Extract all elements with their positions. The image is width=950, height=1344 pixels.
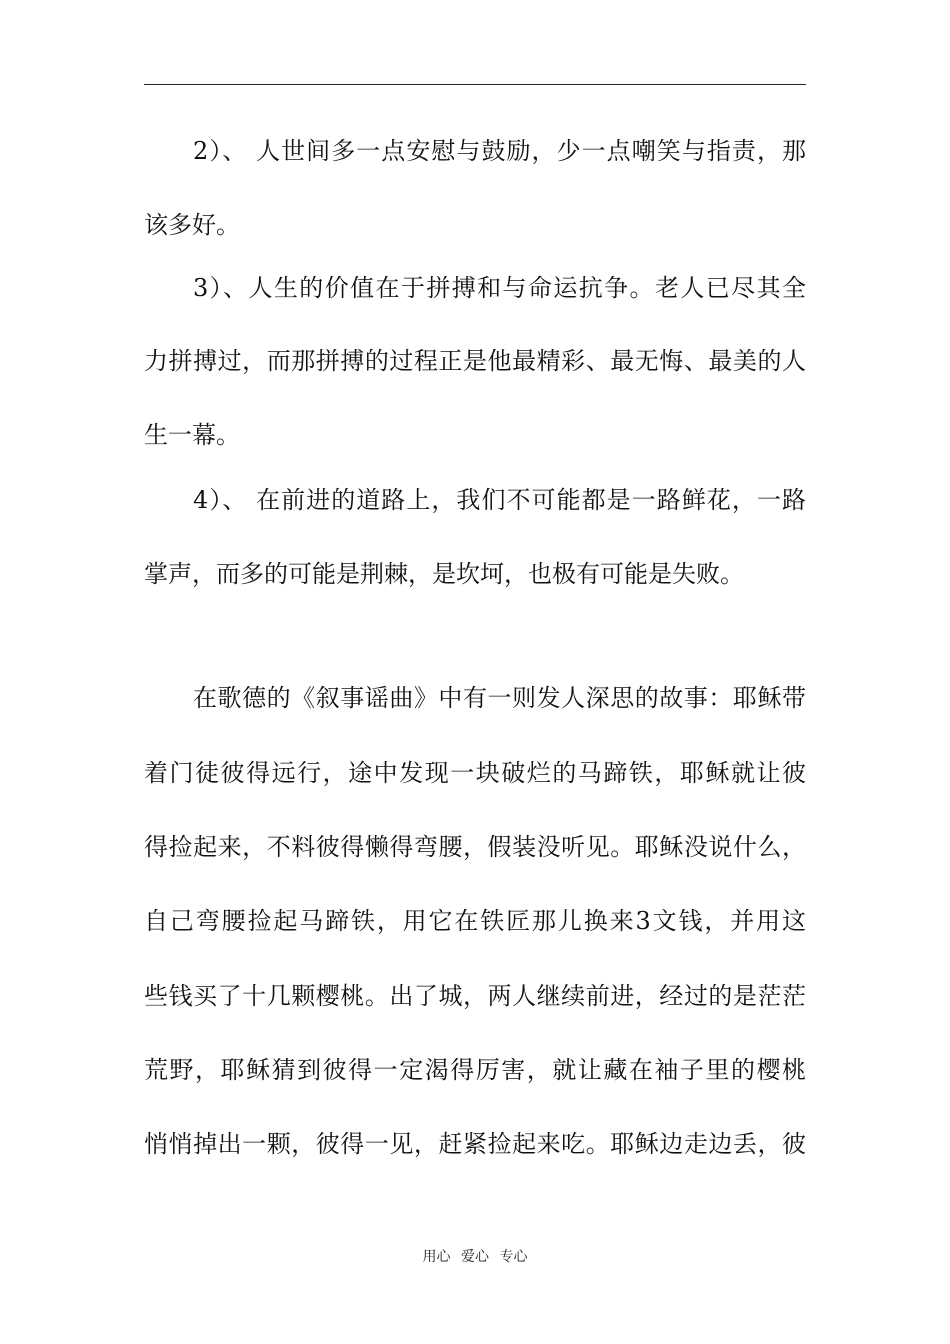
page-footer: 用心 爱心 专心 [422, 1249, 528, 1265]
text-line: 该多好。 [144, 211, 240, 239]
text-line: 荒野，耶稣猜到彼得一定渴得厉害，就让藏在袖子里的樱桃 [144, 1056, 806, 1084]
text-line: 悄悄掉出一颗，彼得一见，赶紧捡起来吃。耶稣边走边丢，彼 [144, 1130, 806, 1158]
text-line: 自己弯腰捡起马蹄铁，用它在铁匠那儿换来3文钱，并用这 [144, 907, 806, 935]
text-line: 些钱买了十几颗樱桃。出了城，两人继续前进，经过的是茫茫 [144, 982, 806, 1010]
text-line: 4）、 在前进的道路上，我们不可能都是一路鲜花，一路 [193, 486, 806, 514]
text-line: 着门徒彼得远行，途中发现一块破烂的马蹄铁，耶稣就让彼 [144, 759, 806, 787]
text-line: 在歌德的《叙事谣曲》中有一则发人深思的故事：耶稣带 [193, 684, 806, 712]
text-line: 力拼搏过，而那拼搏的过程正是他最精彩、最无悔、最美的人 [144, 347, 806, 375]
text-line: 3）、人生的价值在于拼搏和与命运抗争。老人已尽其全 [193, 274, 806, 302]
text-line: 掌声，而多的可能是荆棘，是坎坷，也极有可能是失败。 [144, 560, 744, 588]
text-line: 2）、 人世间多一点安慰与鼓励，少一点嘲笑与指责，那 [193, 137, 806, 165]
text-line: 生一幕。 [144, 421, 240, 449]
text-line: 得捡起来，不料彼得懒得弯腰，假装没听见。耶稣没说什么， [144, 833, 806, 861]
header-rule [144, 84, 806, 85]
